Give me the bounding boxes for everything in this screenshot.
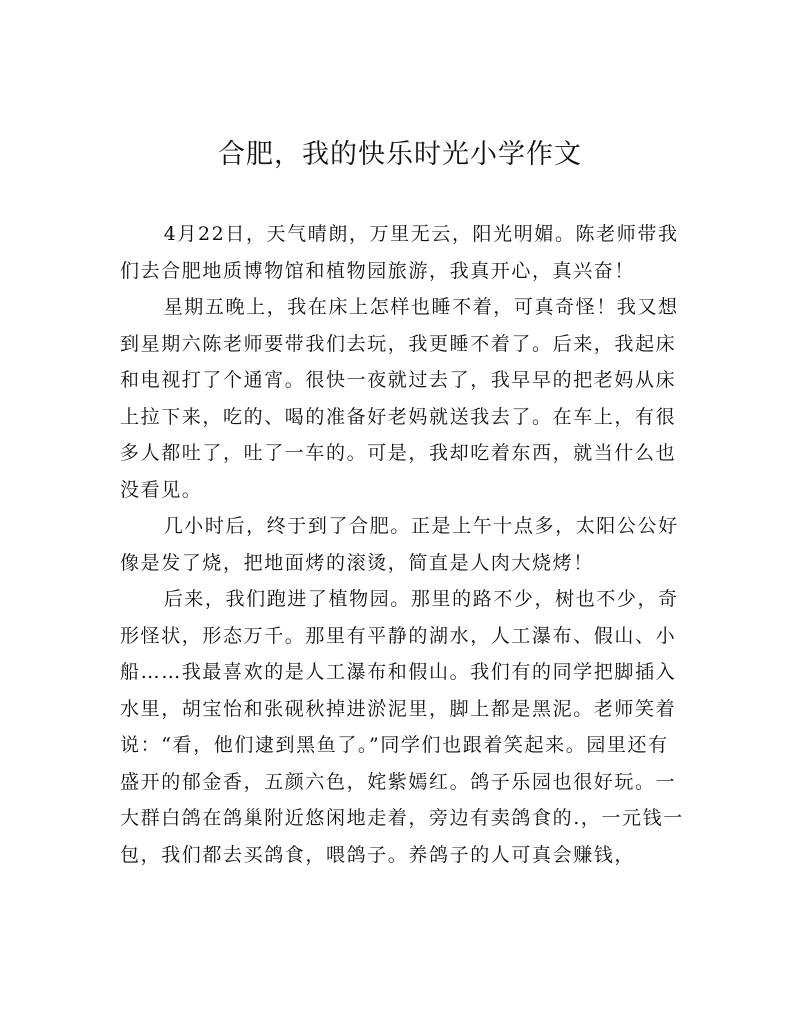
document-body — [120, 216, 688, 873]
paragraph-1: 4月22日，天气晴朗，万里无云，阳光明媚。陈老师带我们去合肥地质博物馆和植物园旅游，我真开心，真兴奋！ — [120, 223, 679, 282]
document-title: 合肥，我的快乐时光小学作文 — [218, 139, 582, 170]
paragraph-2: 星期五晚上，我在床上怎样也睡不着，可真奇怪！我又想到星期六陈老师要带我们去玩，我更睡不着了。后来，我起床和电视打了个通宵。很快一夜就过去了，我早早的把老妈从床上拉下来，吃的、喝的准备好老妈就送我去了。在车上，有很多人都吐了，吐了一车的。可是，我却吃着东西，就当什么也没看见。 — [120, 296, 679, 501]
paragraph-3: 几小时后，终于到了合肥。正是上午十点多，太阳公公好像是发了烧，把地面烤的滚烫，简直是人肉大烧烤！ — [120, 515, 679, 574]
paragraph-4: 后来，我们跑进了植物园。那里的路不少，树也不少，奇形怪状，形态万千。那里有平静的湖水，人工瀑布、假山、小船……我最喜欢的是人工瀑布和假山。我们有的同学把脚插入水里，胡宝怡和张砚秋掉进淤泥里，脚上都是黑泥。老师笑着说：“看，他们逮到黑鱼了。”同学们也跟着笑起来。园里还有盛开的郁金香，五颜六色，姹紫嫣红。鸽子乐园也很好玩。一大群白鸽在鸽巢附近悠闲地走着，旁边有卖鸽食的.，一元钱一包，我们都去买鸽食，喂鸽子。养鸽子的人可真会赚钱， — [120, 588, 684, 866]
